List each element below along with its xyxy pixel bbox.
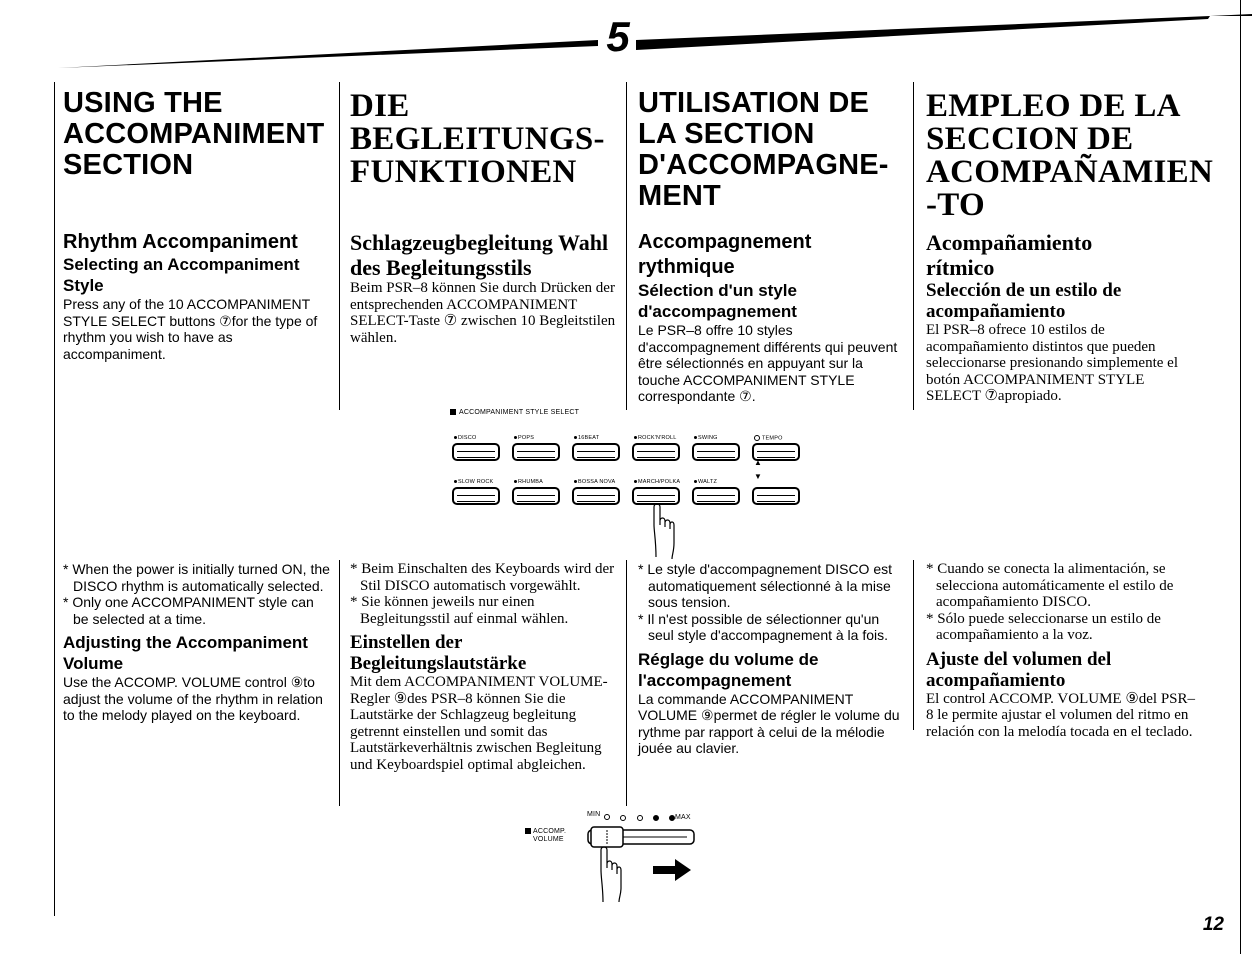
note-item: * Only one ACCOMPANIMENT style can be selected at a time. [63,594,314,627]
style-select-button[interactable] [512,443,560,461]
style-button-label [454,435,476,441]
button-face [517,495,555,502]
volume-panel [525,810,705,905]
style-button-label [454,479,493,485]
style-select-label: ACCOMPANIMENT STYLE SELECT [450,409,579,416]
column-divider [913,560,914,730]
section-heading: Adjusting the Accompaniment Volume [63,633,308,673]
column-spanish-rhythm [926,230,1201,405]
volume-label: ACCOMP. VOLUME [525,828,566,844]
style-select-button[interactable] [512,487,560,505]
body-text: Le PSR–8 offre 10 styles d'accompagnement différents qui peuvent être sélectionnés en appuyant sur la touche ACCOMPANIMENT STYLE correspondante ⑦. [638,322,898,404]
subsection-heading: Selección de un estilo de acompañamiento [926,280,1122,322]
button-face [757,495,795,502]
tempo-up-icon: ▲ [754,458,762,467]
button-face [577,495,615,502]
column-divider [339,82,340,410]
note-item: * Il n'est possible de sélectionner qu'un seul style d'accompagnement à la fois. [638,610,889,643]
column-divider [626,82,627,410]
body-text: Use the ACCOMP. VOLUME control ⑨to adjust the volume of the rhythm in relation to the melody played on the keyboard. [63,674,323,723]
style-select-button[interactable] [452,443,500,461]
style-button-label [514,435,534,441]
style-name: TEMPO [762,435,783,442]
style-select-panel [450,405,810,560]
volume-max-label: MAX [675,814,691,821]
style-select-button[interactable] [572,443,620,461]
column-spanish-lower [926,561,1201,740]
column-divider [339,560,340,806]
column-spanish [926,90,1216,222]
button-face [577,451,615,458]
style-select-button[interactable] [692,443,740,461]
style-button-label [694,435,718,441]
style-button-label [694,479,717,485]
section-title: UTILISATION DE LA SECTION D'ACCOMPAGNE-MENT [638,87,889,213]
pressing-finger-icon [646,501,686,561]
column-german [350,90,620,189]
volume-scale-dots [603,812,683,824]
body-text: Beim PSR–8 können Sie durch Drücken der entsprechenden ACCOMPANIMENT SELECT-Taste ⑦ zwischen 10 Begleitstilen wählen. [350,280,616,346]
note-item: * Cuando se conecta la alimentación, se selecciona automáticamente el estilo de acompañamiento DISCO. [926,561,1174,610]
section-heading: Ajuste del volumen del acompañamiento [926,648,1112,691]
body-text: Mit dem ACCOMPANIMENT VOLUME-Regler ⑨des PSR–8 können Sie die Lautstärke der Schlagzeug begleitung getrennt einstellen und somit das Lautstärkeverhältnis zwischen Begleitung und Keyboardspiel optimal abgleichen. [350,674,608,773]
style-select-button[interactable] [692,487,740,505]
column-french [638,88,906,212]
body-text: Press any of the 10 ACCOMPANIMENT STYLE SELECT buttons ⑦for the type of rhythm you wish to have as accompaniment. [63,296,318,362]
style-button-label [514,479,543,485]
note-item: * When the power is initially turned ON, the DISCO rhythm is automatically selected. [63,561,330,594]
style-button-label [574,435,599,441]
style-name: DISCO [458,435,477,441]
button-face [457,451,495,458]
style-name: RHUMBA [518,479,544,485]
style-name: WALTZ [698,479,718,485]
body-text: El control ACCOMP. VOLUME ⑨del PSR–8 le permite ajustar el volumen del ritmo en relación con la melodía tocada en el teclado. [926,690,1196,740]
subsection-heading: Sélection d'un style d'accompagnement [638,281,797,321]
subsection-heading: Selecting an Accompaniment Style [63,255,300,295]
column-french-rhythm [638,230,906,405]
note-item: * Sólo puede seleccionarse un estilo de acompañamiento a la voz. [926,610,1161,643]
section-heading: Acompañamiento rítmico [926,230,1093,280]
style-name: POPS [518,435,535,441]
style-select-button[interactable] [572,487,620,505]
column-divider [54,82,55,916]
style-name: BOSSA NOVA [578,479,616,485]
section-heading: Schlagzeugbegleitung Wahl des Begleitungsstils [350,230,609,280]
style-select-button[interactable] [632,443,680,461]
arrow-right-icon [653,858,693,882]
column-german-rhythm [350,230,620,346]
style-name: MARCH/POLKA [638,479,681,485]
button-face [457,495,495,502]
section-heading: Rhythm Accompaniment [63,231,298,253]
column-german-lower [350,561,620,773]
column-english-lower [63,561,333,724]
section-title: DIE BEGLEITUNGS-FUNKTIONEN [350,88,605,190]
note-item: * Le style d'accompagnement DISCO est automatiquement sélectionné à la mise sous tension. [638,561,893,610]
style-name: ROCK'N'ROLL [638,435,677,441]
column-divider [626,560,627,806]
page-edge-line [1240,0,1241,954]
body-text: El PSR–8 ofrece 10 estilos de acompañamiento distintos que pueden seleccionarse presionando simplemente el botón ACCOMPANIMENT STYLE SELECT ⑦apropiado. [926,322,1178,404]
style-name: SWING [698,435,718,441]
section-title: EMPLEO DE LA SECCION DE ACOMPAÑAMIEN -TO [926,88,1214,223]
column-french-lower [638,561,906,757]
style-button-label [574,479,615,485]
style-button-label [634,435,677,441]
style-name: 16BEAT [578,435,600,441]
volume-finger-icon [595,844,627,904]
note-item: * Beim Einschalten des Keyboards wird der Stil DISCO automatisch vorgewählt. [350,561,615,594]
style-button-label [754,435,783,441]
style-name: SLOW ROCK [458,479,494,485]
button-face [757,451,795,458]
style-select-button[interactable] [752,487,800,505]
button-face [637,451,675,458]
tempo-down-icon: ▼ [754,472,762,481]
column-divider [913,82,914,410]
column-english-rhythm [63,230,333,362]
chapter-number: 5 [606,13,630,60]
body-text: La commande ACCOMPANIMENT VOLUME ⑨permet de régler le volume du rythme par rapport à celui de la mélodie jouée au clavier. [638,690,900,756]
volume-min-label: MIN [587,811,601,818]
button-face [697,451,735,458]
style-button-label [634,479,680,485]
style-select-button[interactable] [452,487,500,505]
section-heading: Réglage du volume de l'accompagnement [638,649,819,690]
note-item: * Sie können jeweils nur einen Begleitungsstil auf einmal wählen. [350,594,569,627]
column-english [63,88,333,181]
page-number: 12 [1202,914,1224,935]
section-heading: Accompagnement rythmique [638,231,812,278]
section-heading: Einstellen der Begleitungslautstärke [350,632,527,674]
button-face [517,451,555,458]
section-title: USING THE ACCOMPANIMENT SECTION [63,87,325,182]
button-face [697,495,735,502]
